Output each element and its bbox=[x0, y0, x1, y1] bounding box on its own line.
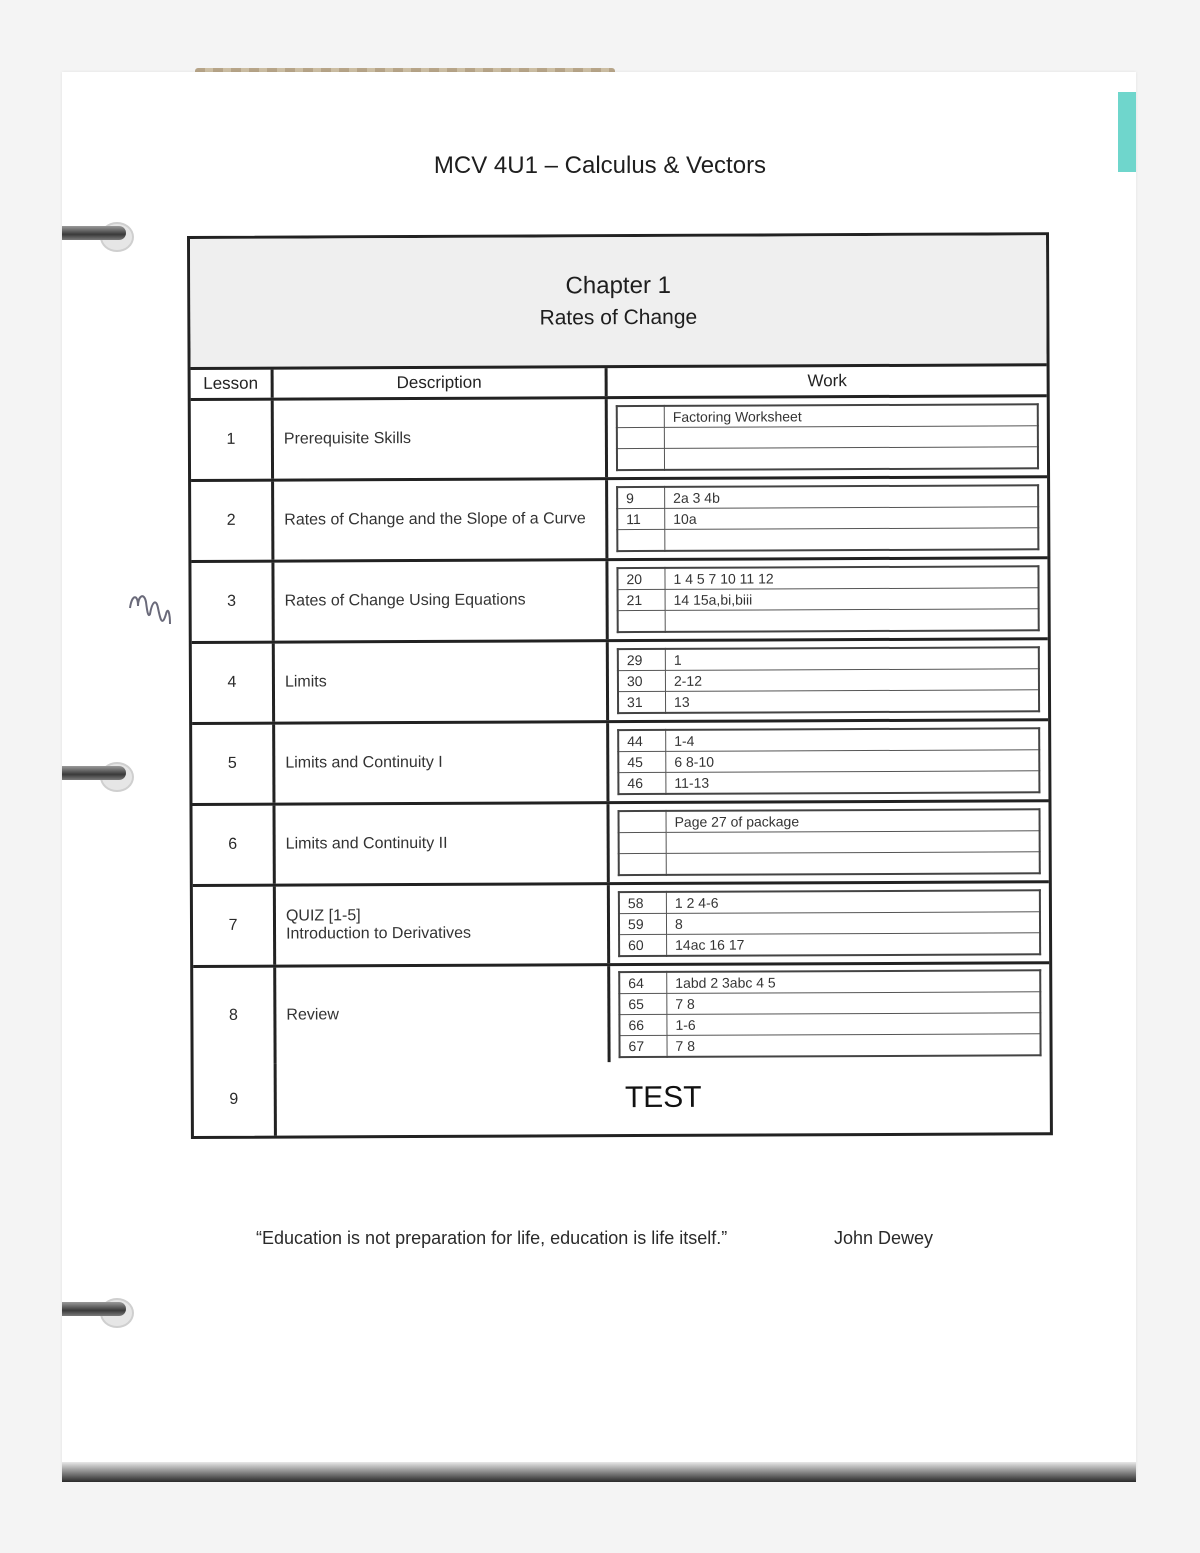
page-number: 65 bbox=[619, 993, 667, 1014]
chapter-number: Chapter 1 bbox=[565, 271, 671, 300]
question-list: 14ac 16 17 bbox=[667, 933, 1041, 956]
lesson-description bbox=[275, 642, 609, 721]
lesson-description bbox=[276, 885, 610, 964]
lesson-number: 3 bbox=[191, 563, 274, 641]
work-row bbox=[618, 647, 1039, 670]
lesson-row bbox=[193, 883, 1049, 968]
question-list bbox=[664, 426, 1038, 449]
binder-ring-icon bbox=[62, 1292, 140, 1332]
work-table bbox=[616, 565, 1039, 633]
page-number: 30 bbox=[618, 670, 666, 691]
work-cell bbox=[608, 478, 1047, 558]
work-row bbox=[618, 690, 1039, 713]
lesson-description bbox=[274, 480, 608, 559]
binder-ring-icon bbox=[62, 216, 140, 256]
work-cell bbox=[608, 559, 1047, 639]
chapter-header bbox=[190, 235, 1047, 370]
work-row bbox=[619, 852, 1040, 875]
work-row bbox=[617, 404, 1038, 427]
description-line: Rates of Change Using Equations bbox=[284, 591, 526, 610]
work-row bbox=[619, 809, 1040, 832]
question-list bbox=[666, 852, 1040, 875]
description-line: Limits bbox=[284, 673, 327, 691]
work-row bbox=[618, 728, 1039, 751]
page-number: 44 bbox=[618, 730, 666, 752]
lesson-header: Lesson bbox=[191, 370, 274, 398]
question-list: 13 bbox=[665, 690, 1039, 713]
lesson-number: 6 bbox=[192, 806, 275, 884]
page-number: 20 bbox=[617, 568, 665, 590]
description-line: Limits and Continuity I bbox=[285, 753, 443, 772]
question-list bbox=[666, 831, 1040, 854]
work-table bbox=[617, 646, 1040, 714]
description-header: Description bbox=[274, 368, 608, 397]
question-list: 10a bbox=[665, 507, 1039, 530]
lesson-row bbox=[191, 559, 1047, 644]
work-row bbox=[619, 991, 1040, 1014]
question-list: 2a 3 4b bbox=[665, 485, 1039, 508]
lesson-row bbox=[191, 478, 1047, 563]
lesson-description bbox=[274, 399, 608, 478]
work-row bbox=[618, 669, 1039, 692]
work-table bbox=[618, 889, 1041, 957]
description-line: Limits and Continuity II bbox=[285, 834, 448, 853]
work-row bbox=[619, 890, 1040, 913]
page-number bbox=[617, 448, 665, 470]
question-list: 6 8-10 bbox=[666, 750, 1040, 773]
page-number: 58 bbox=[619, 892, 667, 914]
work-cell bbox=[610, 883, 1049, 963]
page-number bbox=[617, 406, 665, 428]
lesson-number: 7 bbox=[193, 887, 276, 965]
work-table bbox=[618, 808, 1041, 876]
page-number: 59 bbox=[619, 913, 667, 934]
page-title: MCV 4U1 – Calculus & Vectors bbox=[433, 152, 767, 179]
lesson-row bbox=[193, 964, 1049, 1064]
work-cell bbox=[608, 397, 1047, 477]
work-row bbox=[619, 912, 1040, 935]
work-cell bbox=[609, 802, 1048, 882]
lesson-description bbox=[274, 561, 608, 640]
work-row bbox=[619, 970, 1040, 993]
page-number bbox=[619, 832, 667, 853]
work-row bbox=[617, 507, 1038, 530]
page-number: 29 bbox=[618, 649, 666, 671]
work-row bbox=[617, 566, 1038, 589]
lesson-number: 8 bbox=[193, 968, 276, 1064]
lesson-number: 9 bbox=[194, 1064, 277, 1136]
work-row bbox=[618, 609, 1039, 632]
quote-author: John Dewey bbox=[834, 1228, 934, 1248]
question-list bbox=[665, 528, 1039, 551]
handwritten-mark-icon bbox=[126, 584, 174, 636]
question-list: 7 8 bbox=[667, 1033, 1041, 1056]
question-list: 2-12 bbox=[665, 669, 1039, 692]
lesson-number: 1 bbox=[191, 401, 274, 479]
description-line: Prerequisite Skills bbox=[283, 430, 412, 448]
lesson-description bbox=[275, 723, 609, 802]
work-cell bbox=[609, 721, 1048, 801]
work-row bbox=[619, 1033, 1040, 1056]
question-list: 1 bbox=[665, 647, 1039, 670]
description-line: Introduction to Derivatives bbox=[286, 924, 472, 943]
page-number: 66 bbox=[619, 1014, 667, 1035]
work-row bbox=[619, 1012, 1040, 1035]
page-number: 21 bbox=[618, 589, 666, 610]
page-number bbox=[617, 427, 665, 448]
description-line: Review bbox=[286, 1006, 339, 1024]
question-list: 14 15a,bi,biii bbox=[665, 588, 1039, 611]
question-list: 8 bbox=[666, 912, 1040, 935]
lesson-row bbox=[192, 802, 1048, 887]
work-cell bbox=[610, 964, 1049, 1062]
page-number: 45 bbox=[618, 751, 666, 772]
page-number bbox=[619, 853, 667, 875]
lesson-row bbox=[192, 721, 1048, 806]
lesson-row bbox=[192, 640, 1048, 725]
work-row bbox=[619, 933, 1040, 956]
description-line: Rates of Change and the Slope of a Curve bbox=[284, 510, 586, 529]
page-number: 31 bbox=[618, 691, 666, 713]
lesson-description bbox=[275, 804, 609, 883]
page-number bbox=[618, 610, 666, 632]
page-number: 67 bbox=[619, 1035, 667, 1057]
work-row bbox=[617, 426, 1038, 449]
question-list: 11-13 bbox=[666, 771, 1040, 794]
test-label: TEST bbox=[624, 1080, 702, 1115]
question-list bbox=[664, 447, 1038, 470]
page-number: 11 bbox=[617, 508, 665, 529]
test-row bbox=[194, 1060, 1050, 1136]
question-list: Page 27 of package bbox=[666, 809, 1040, 832]
question-list: Factoring Worksheet bbox=[664, 404, 1038, 427]
question-list: 1abd 2 3abc 4 5 bbox=[667, 970, 1041, 993]
work-cell bbox=[609, 640, 1048, 720]
work-row bbox=[617, 528, 1038, 551]
work-row bbox=[617, 447, 1038, 470]
quote-text: “Education is not preparation for life, education is life itself.” bbox=[256, 1228, 728, 1248]
work-row bbox=[617, 485, 1038, 508]
work-table bbox=[618, 969, 1041, 1058]
question-list bbox=[665, 609, 1039, 632]
question-list: 1-4 bbox=[666, 728, 1040, 751]
work-table bbox=[616, 484, 1039, 552]
lesson-number: 5 bbox=[192, 725, 275, 803]
table-header-row bbox=[191, 366, 1047, 401]
page-number: 9 bbox=[617, 487, 665, 509]
question-list: 1 2 4-6 bbox=[666, 890, 1040, 913]
work-row bbox=[619, 831, 1040, 854]
page-stack-edge bbox=[62, 1462, 1136, 1482]
work-table bbox=[617, 727, 1040, 795]
binder-ring-icon bbox=[62, 756, 140, 796]
work-row bbox=[618, 771, 1039, 794]
page-number: 64 bbox=[619, 971, 667, 993]
work-table bbox=[616, 403, 1039, 471]
lesson-rows bbox=[191, 397, 1050, 1064]
page-number: 46 bbox=[618, 772, 666, 794]
work-header: Work bbox=[807, 371, 847, 391]
work-row bbox=[618, 588, 1039, 611]
description-line: QUIZ [1-5] bbox=[285, 907, 361, 925]
page-number bbox=[619, 811, 667, 833]
lesson-number: 2 bbox=[191, 482, 274, 560]
question-list: 1-6 bbox=[667, 1012, 1041, 1035]
question-list: 1 4 5 7 10 11 12 bbox=[665, 566, 1039, 589]
chapter-name: Rates of Change bbox=[539, 305, 698, 330]
lesson-description bbox=[276, 966, 610, 1063]
lesson-number: 4 bbox=[192, 644, 275, 722]
work-row bbox=[618, 750, 1039, 773]
question-list: 7 8 bbox=[667, 991, 1041, 1014]
chapter-table bbox=[187, 232, 1053, 1139]
page-number bbox=[617, 529, 665, 551]
lesson-row bbox=[191, 397, 1047, 482]
page-number: 60 bbox=[619, 934, 667, 956]
